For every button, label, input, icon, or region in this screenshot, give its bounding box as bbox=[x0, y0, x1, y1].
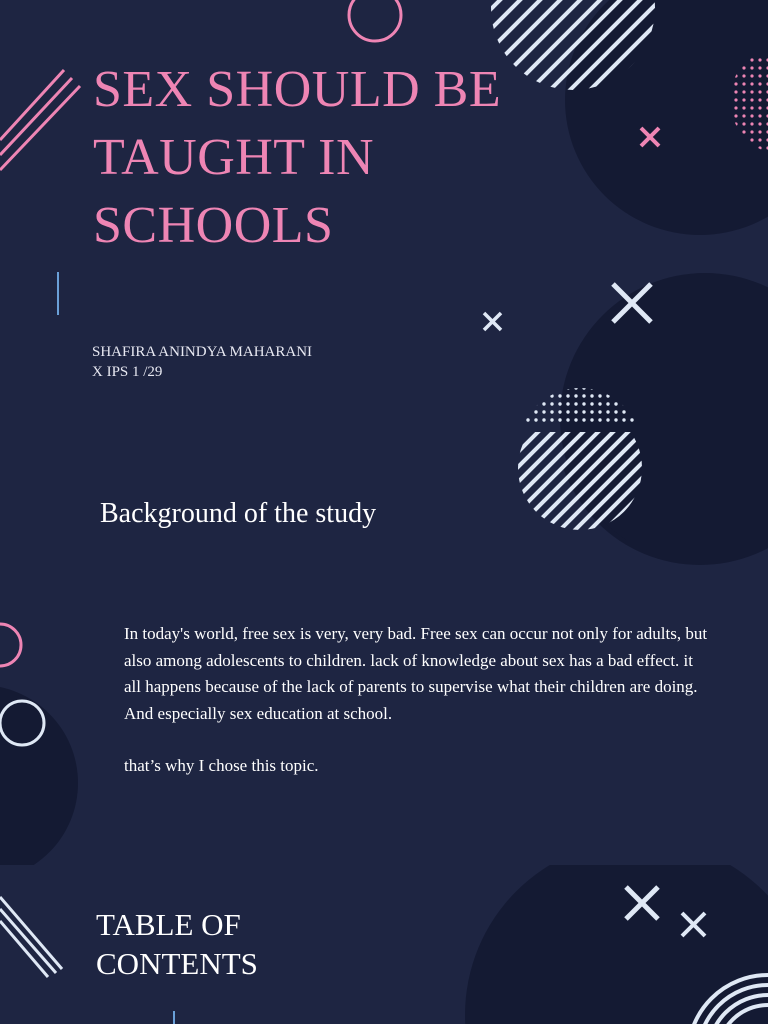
author-class: X IPS 1 /29 bbox=[92, 364, 163, 380]
dark-circle-shape bbox=[0, 685, 78, 865]
background-body bbox=[124, 621, 714, 806]
toc-slide bbox=[0, 865, 768, 1024]
cross-icon bbox=[484, 313, 501, 330]
toc-title: TABLE OF CONTENTS bbox=[96, 907, 258, 981]
outline-circle-icon bbox=[349, 0, 401, 41]
paragraph: In today's world, free sex is very, very bad. Free sex can occur not only for adults, but also among adolescents to children. lack of knowledge about sex has a bad effect. it all happens because of the lack of parents to supervise what their children are doing. And especially sex education at school. bbox=[124, 624, 708, 723]
author-name: SHAFIRA ANINDYA MAHARANI bbox=[92, 344, 313, 360]
presentation-title: SEX SHOULD BE TAUGHT IN SCHOOLS bbox=[93, 61, 502, 254]
diagonal-lines-icon bbox=[0, 70, 80, 170]
diagonal-lines-icon bbox=[0, 897, 62, 977]
dark-circle-shape bbox=[565, 0, 768, 235]
outline-circle-icon bbox=[0, 624, 21, 666]
paragraph: that’s why I chose this topic. bbox=[124, 756, 319, 775]
cross-slide-decorations bbox=[0, 270, 768, 540]
section-heading: Background of the study bbox=[100, 498, 377, 529]
